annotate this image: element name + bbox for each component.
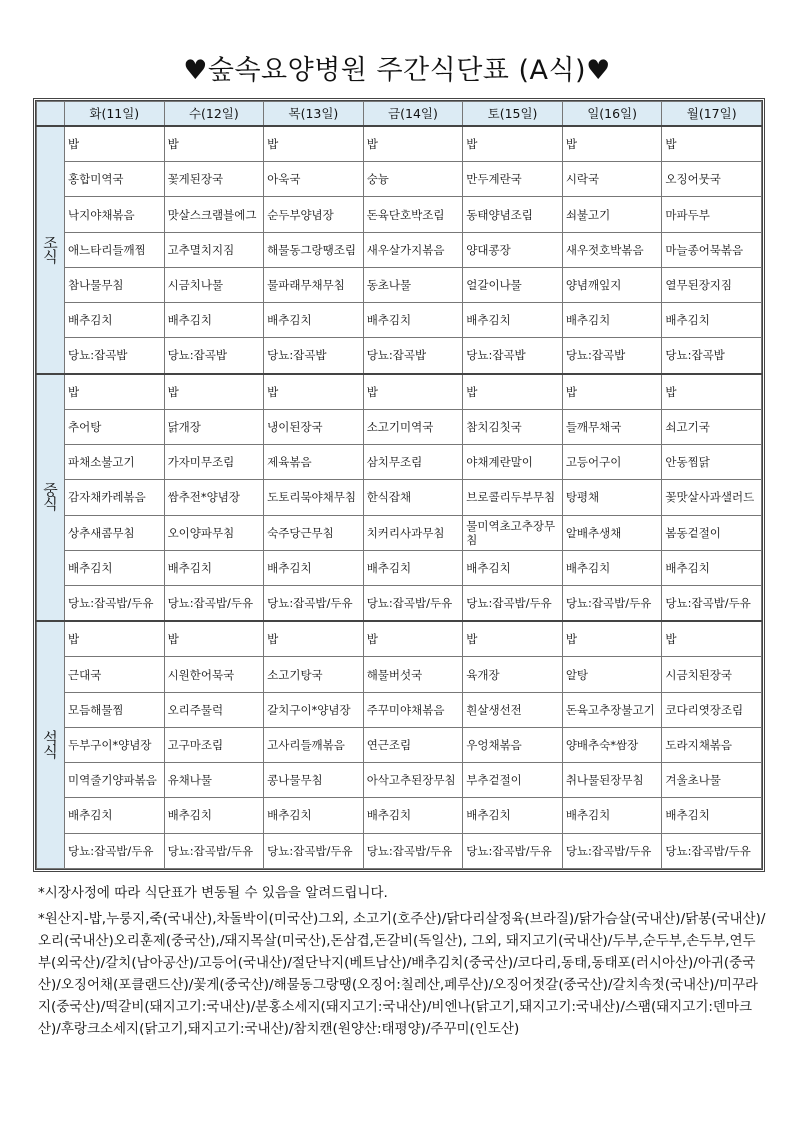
menu-cell: 봄동겉절이 — [662, 515, 762, 550]
menu-cell: 취나물된장무침 — [562, 763, 662, 798]
day-header: 화(11일) — [65, 102, 165, 127]
menu-cell: 당뇨:잡곡밥/두유 — [363, 585, 463, 621]
menu-cell: 밥 — [65, 126, 165, 162]
menu-table — [36, 101, 762, 869]
menu-cell: 들깨무채국 — [562, 409, 662, 444]
menu-cell: 미역줄기양파볶음 — [65, 763, 165, 798]
menu-cell: 밥 — [363, 621, 463, 657]
menu-cell: 브로콜리두부무침 — [463, 480, 563, 515]
menu-cell: 당뇨:잡곡밥/두유 — [65, 585, 165, 621]
menu-cell: 콩나물무침 — [264, 763, 364, 798]
menu-cell: 당뇨:잡곡밥/두유 — [463, 585, 563, 621]
menu-cell: 배추김치 — [363, 798, 463, 833]
menu-cell: 상추새콤무침 — [65, 515, 165, 550]
menu-cell: 밥 — [264, 621, 364, 657]
menu-cell: 배추김치 — [662, 798, 762, 833]
menu-cell: 꽃맛살사과샐러드 — [662, 480, 762, 515]
menu-cell: 고구마조림 — [164, 727, 264, 762]
meal-label: 조 식 — [37, 126, 65, 374]
menu-cell: 물미역초고추장무침 — [463, 515, 563, 550]
menu-cell: 배추김치 — [463, 303, 563, 338]
table-row — [37, 550, 762, 585]
menu-cell: 시락국 — [562, 162, 662, 197]
menu-cell: 참치김칫국 — [463, 409, 563, 444]
menu-cell: 감자채카레볶음 — [65, 480, 165, 515]
menu-cell: 당뇨:잡곡밥/두유 — [662, 585, 762, 621]
menu-cell: 물파래무채무침 — [264, 267, 364, 302]
menu-cell: 배추김치 — [65, 303, 165, 338]
menu-cell: 밥 — [164, 374, 264, 410]
menu-cell: 열무된장지짐 — [662, 267, 762, 302]
menu-cell: 새우살가지볶음 — [363, 232, 463, 267]
menu-cell: 얼갈이나물 — [463, 267, 563, 302]
menu-cell: 맛살스크램블에그 — [164, 197, 264, 232]
table-row — [37, 303, 762, 338]
menu-cell: 당뇨:잡곡밥 — [65, 338, 165, 374]
menu-cell: 밥 — [65, 621, 165, 657]
table-row — [37, 126, 762, 162]
menu-cell: 부추겉절이 — [463, 763, 563, 798]
menu-cell: 해물버섯국 — [363, 657, 463, 692]
table-row — [37, 409, 762, 444]
menu-cell: 배추김치 — [164, 798, 264, 833]
menu-cell: 파채소불고기 — [65, 445, 165, 480]
menu-cell: 쇠불고기 — [562, 197, 662, 232]
menu-cell: 연근조림 — [363, 727, 463, 762]
menu-cell: 배추김치 — [562, 303, 662, 338]
menu-cell: 도라지채볶음 — [662, 727, 762, 762]
menu-cell: 홍합미역국 — [65, 162, 165, 197]
menu-cell: 돈육단호박조림 — [363, 197, 463, 232]
menu-cell: 밥 — [363, 126, 463, 162]
menu-cell: 제육볶음 — [264, 445, 364, 480]
menu-cell: 유채나물 — [164, 763, 264, 798]
menu-cell: 밥 — [65, 374, 165, 410]
table-row — [37, 338, 762, 374]
menu-cell: 오리주물럭 — [164, 692, 264, 727]
menu-cell: 당뇨:잡곡밥/두유 — [463, 833, 563, 868]
menu-cell: 밥 — [662, 621, 762, 657]
menu-cell: 삼치무조림 — [363, 445, 463, 480]
table-row — [37, 833, 762, 868]
menu-cell: 배추김치 — [264, 303, 364, 338]
menu-cell: 아욱국 — [264, 162, 364, 197]
menu-cell: 배추김치 — [164, 303, 264, 338]
menu-cell: 육개장 — [463, 657, 563, 692]
menu-cell: 마늘종어묵볶음 — [662, 232, 762, 267]
menu-cell: 배추김치 — [264, 550, 364, 585]
notice-text: *시장사정에 따라 식단표가 변동될 수 있음을 알려드립니다. — [38, 885, 388, 901]
table-row — [37, 763, 762, 798]
menu-cell: 배추김치 — [463, 798, 563, 833]
menu-cell: 밥 — [662, 126, 762, 162]
menu-cell: 고등어구이 — [562, 445, 662, 480]
meal-label: 석 식 — [37, 621, 65, 868]
table-row — [37, 480, 762, 515]
table-row — [37, 445, 762, 480]
menu-cell: 당뇨:잡곡밥 — [463, 338, 563, 374]
table-row — [37, 232, 762, 267]
menu-cell: 배추김치 — [164, 550, 264, 585]
menu-cell: 당뇨:잡곡밥 — [164, 338, 264, 374]
menu-cell: 알탕 — [562, 657, 662, 692]
menu-cell: 도토리묵야채무침 — [264, 480, 364, 515]
menu-cell: 밥 — [164, 621, 264, 657]
menu-cell: 쌈추전*양념장 — [164, 480, 264, 515]
menu-cell: 밥 — [562, 621, 662, 657]
menu-cell: 당뇨:잡곡밥/두유 — [562, 585, 662, 621]
menu-cell: 꽃게된장국 — [164, 162, 264, 197]
day-header: 목(13일) — [264, 102, 364, 127]
menu-cell: 해물동그랑땡조림 — [264, 232, 364, 267]
menu-cell: 양배추숙*쌈장 — [562, 727, 662, 762]
menu-cell: 흰살생선전 — [463, 692, 563, 727]
menu-cell: 당뇨:잡곡밥 — [562, 338, 662, 374]
menu-cell: 당뇨:잡곡밥/두유 — [264, 585, 364, 621]
menu-cell: 시금치된장국 — [662, 657, 762, 692]
menu-cell: 냉이된장국 — [264, 409, 364, 444]
menu-cell: 동초나물 — [363, 267, 463, 302]
menu-cell: 닭개장 — [164, 409, 264, 444]
menu-cell: 밥 — [562, 126, 662, 162]
menu-cell: 숙주당근무침 — [264, 515, 364, 550]
menu-cell: 밥 — [463, 374, 563, 410]
table-row — [37, 692, 762, 727]
table-row — [37, 162, 762, 197]
menu-cell: 배추김치 — [662, 303, 762, 338]
menu-cell: 밥 — [363, 374, 463, 410]
menu-cell: 배추김치 — [562, 798, 662, 833]
menu-cell: 배추김치 — [662, 550, 762, 585]
menu-cell: 밥 — [264, 374, 364, 410]
origin-text: *원산지-밥,누룽지,죽(국내산),차돌박이(미국산)그외, 소고기(호주산)/닭다리살정육(브라질)/닭가슴살(국내산)/닭봉(국내산)/오리(국내산)오리훈제(중국산),/돼지목살(미국산),돈삼겹,돈갈비(독일산), 그외, 돼지고기(국내산)/두부,순두부,손두부,연두부(외국산)/갈치(남아공산)/고등어(국내산)/절단낙지(베트남산)/배추김치(중국산)/코다리,동태,동태포(러시아산)/아귀(중국산)/오징어채(포클랜드산)/꽃게(중국산)/해물동그랑땡(오징어:칠레산,페루산)/오징어젓갈(중국산)/갈치속젓(국내산)/미꾸라지(중국산)/떡갈비(돼지고기:국내산)/분홍소세지(돼지고기:국내산)/비엔나(닭고기,돼지고기:국내산)/스팸(돼지고기:덴마크산)/후랑크소세지(닭고기,돼지고기:국내산)/참치캔(원양산:태평양)/주꾸미(인도산) — [38, 911, 766, 1037]
menu-cell: 두부구이*양념장 — [65, 727, 165, 762]
day-header: 수(12일) — [164, 102, 264, 127]
menu-cell: 고추멸치지짐 — [164, 232, 264, 267]
table-row — [37, 585, 762, 621]
menu-cell: 코다리엿장조림 — [662, 692, 762, 727]
menu-cell: 당뇨:잡곡밥/두유 — [164, 585, 264, 621]
menu-cell: 고사리들깨볶음 — [264, 727, 364, 762]
menu-cell: 주꾸미야채볶음 — [363, 692, 463, 727]
menu-cell: 탕평채 — [562, 480, 662, 515]
table-row — [37, 374, 762, 410]
menu-cell: 밥 — [164, 126, 264, 162]
menu-cell: 새우젓호박볶음 — [562, 232, 662, 267]
table-row — [37, 267, 762, 302]
menu-cell: 양념깨잎지 — [562, 267, 662, 302]
menu-body — [37, 126, 762, 869]
page-title: ♥숲속요양병원 주간식단표 (A식)♥ — [183, 55, 611, 86]
menu-cell: 추어탕 — [65, 409, 165, 444]
table-row — [37, 515, 762, 550]
menu-cell: 치커리사과무침 — [363, 515, 463, 550]
meal-label: 중 식 — [37, 374, 65, 622]
menu-cell: 배추김치 — [264, 798, 364, 833]
menu-cell: 당뇨:잡곡밥/두유 — [164, 833, 264, 868]
menu-cell: 모듬해물찜 — [65, 692, 165, 727]
menu-cell: 밥 — [264, 126, 364, 162]
menu-cell: 소고기미역국 — [363, 409, 463, 444]
menu-cell: 돈육고추장불고기 — [562, 692, 662, 727]
menu-cell: 안동찜닭 — [662, 445, 762, 480]
day-header: 토(15일) — [463, 102, 563, 127]
menu-cell: 당뇨:잡곡밥 — [363, 338, 463, 374]
menu-cell: 가자미무조림 — [164, 445, 264, 480]
table-row — [37, 798, 762, 833]
menu-cell: 갈치구이*양념장 — [264, 692, 364, 727]
table-row — [37, 657, 762, 692]
menu-cell: 겨울초나물 — [662, 763, 762, 798]
menu-cell: 소고기탕국 — [264, 657, 364, 692]
menu-cell: 근대국 — [65, 657, 165, 692]
corner-cell — [37, 102, 65, 127]
menu-cell: 배추김치 — [65, 550, 165, 585]
menu-cell: 한식잡채 — [363, 480, 463, 515]
menu-cell: 배추김치 — [562, 550, 662, 585]
menu-cell: 당뇨:잡곡밥 — [662, 338, 762, 374]
menu-cell: 오이양파무침 — [164, 515, 264, 550]
day-header: 일(16일) — [562, 102, 662, 127]
menu-cell: 당뇨:잡곡밥/두유 — [264, 833, 364, 868]
menu-cell: 당뇨:잡곡밥/두유 — [562, 833, 662, 868]
menu-cell: 애느타리들깨찜 — [65, 232, 165, 267]
menu-cell: 당뇨:잡곡밥/두유 — [662, 833, 762, 868]
menu-cell: 배추김치 — [363, 303, 463, 338]
day-header: 금(14일) — [363, 102, 463, 127]
menu-cell: 시원한어묵국 — [164, 657, 264, 692]
menu-cell: 마파두부 — [662, 197, 762, 232]
menu-cell: 알배추생채 — [562, 515, 662, 550]
menu-cell: 숭늉 — [363, 162, 463, 197]
menu-cell: 밥 — [562, 374, 662, 410]
menu-cell: 동태양념조림 — [463, 197, 563, 232]
menu-cell: 순두부양념장 — [264, 197, 364, 232]
menu-cell: 당뇨:잡곡밥 — [264, 338, 364, 374]
table-row — [37, 197, 762, 232]
menu-cell: 만두계란국 — [463, 162, 563, 197]
menu-cell: 배추김치 — [363, 550, 463, 585]
menu-cell: 밥 — [463, 621, 563, 657]
table-row — [37, 621, 762, 657]
menu-cell: 낙지야채볶음 — [65, 197, 165, 232]
menu-cell: 시금치나물 — [164, 267, 264, 302]
menu-cell: 밥 — [463, 126, 563, 162]
table-row — [37, 727, 762, 762]
menu-cell: 배추김치 — [65, 798, 165, 833]
menu-cell: 참나물무침 — [65, 267, 165, 302]
menu-cell: 오징어뭇국 — [662, 162, 762, 197]
menu-cell: 아삭고추된장무침 — [363, 763, 463, 798]
day-header-row — [37, 102, 762, 127]
menu-cell: 우엉채볶음 — [463, 727, 563, 762]
menu-cell: 양대콩장 — [463, 232, 563, 267]
menu-cell: 당뇨:잡곡밥/두유 — [363, 833, 463, 868]
menu-cell: 쇠고기국 — [662, 409, 762, 444]
menu-cell: 당뇨:잡곡밥/두유 — [65, 833, 165, 868]
day-header: 월(17일) — [662, 102, 762, 127]
menu-cell: 밥 — [662, 374, 762, 410]
menu-cell: 야채계란말이 — [463, 445, 563, 480]
menu-cell: 배추김치 — [463, 550, 563, 585]
